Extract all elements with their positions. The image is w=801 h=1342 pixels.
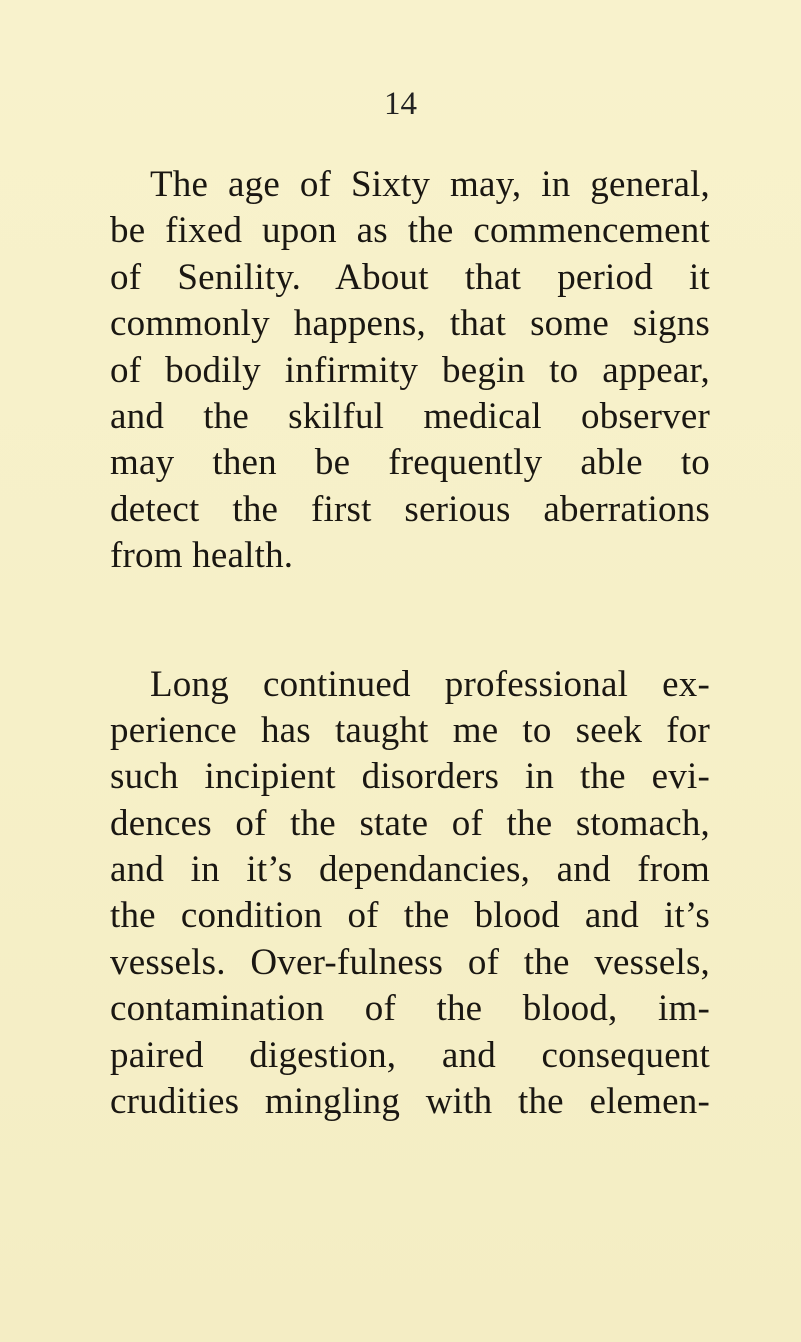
text-line: dences of the state of the stomach, xyxy=(110,802,710,844)
text-line: Long continued professional ex- xyxy=(150,663,710,705)
text-line: may then be frequently able to xyxy=(110,442,710,484)
paragraph-1 xyxy=(110,162,710,580)
paragraph-2 xyxy=(110,662,710,1126)
text-line: from health. xyxy=(110,535,294,577)
text-line: contamination of the blood, im- xyxy=(110,988,710,1030)
text-line: the condition of the blood and it’s xyxy=(110,895,710,937)
text-line: commonly happens, that some signs xyxy=(110,303,710,345)
page-number: 14 xyxy=(384,86,417,122)
text-line: such incipient disorders in the evi- xyxy=(110,756,710,798)
text-line: detect the first serious aberrations xyxy=(110,488,710,530)
text-line: be fixed upon as the commencement xyxy=(110,210,710,252)
text-line: perience has taught me to seek for xyxy=(110,709,710,751)
paragraph-spacer xyxy=(110,580,710,662)
text-line: and the skilful medical observer xyxy=(110,395,710,437)
text-line: paired digestion, and consequent xyxy=(110,1034,710,1076)
text-line: crudities mingling with the elemen- xyxy=(110,1081,710,1123)
text-line: of bodily infirmity begin to appear, xyxy=(110,349,710,391)
text-line: vessels. Over-fulness of the vessels, xyxy=(110,941,710,983)
text-line: and in it’s dependancies, and from xyxy=(110,849,710,891)
text-line: The age of Sixty may, in general, xyxy=(150,164,710,205)
text-line: of Senility. About that period it xyxy=(110,256,710,298)
body-text xyxy=(110,162,710,1125)
